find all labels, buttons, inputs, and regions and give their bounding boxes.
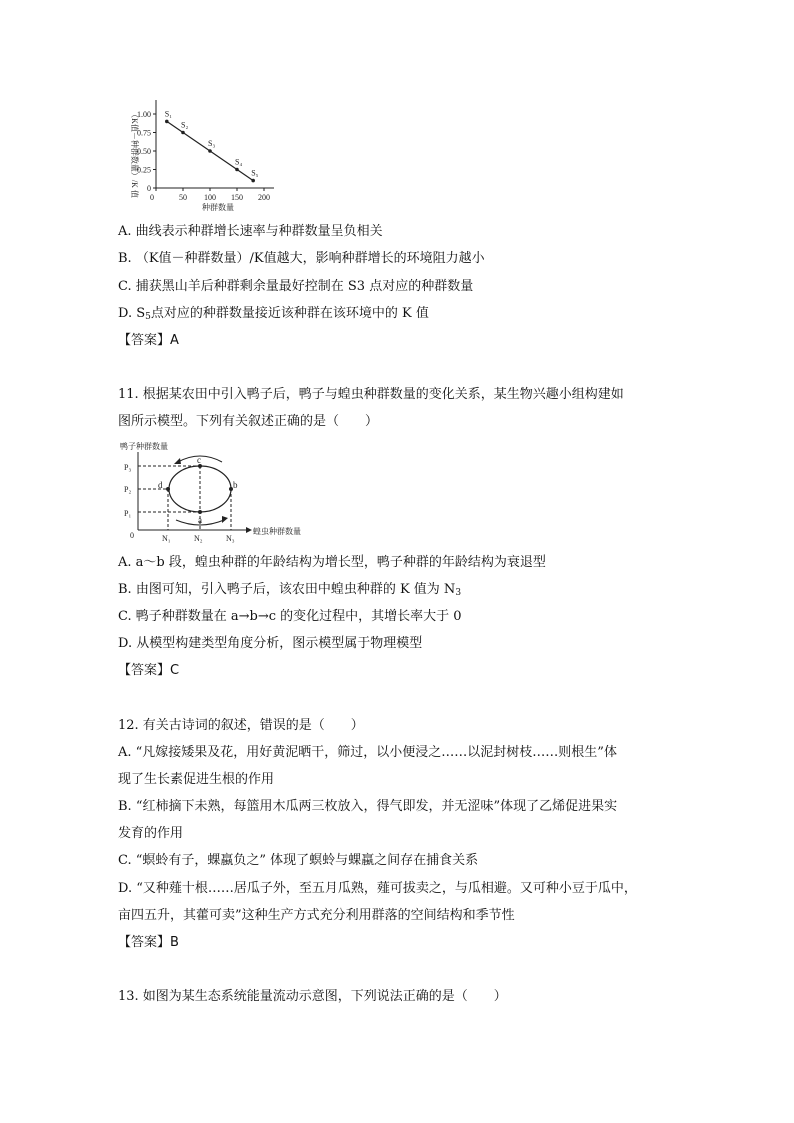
n2-label: N₂: [194, 534, 203, 543]
point-d: [166, 487, 170, 491]
cycle-xlabel: 蝗虫种群数量: [253, 527, 301, 536]
arrowhead-top: [174, 458, 181, 464]
q11-option-c: C. 鸭子种群数量在 a→b→c 的变化过程中，其增长率大于 0: [118, 609, 462, 624]
data-point: [251, 179, 255, 183]
n3-label: N₃: [226, 534, 235, 543]
q11-option-a: A. a～b 段，蝗虫种群的年龄结构为增长型，鸭子种群的年龄结构为衰退型: [118, 555, 546, 570]
p2-label: P₂: [124, 485, 132, 494]
arrowhead-bottom: [222, 516, 228, 523]
q12-option-c: C. “螟蛉有子，蜾蠃负之” 体现了螟蛉与蜾蠃之间存在捕食关系: [118, 853, 479, 868]
figure-2-cycle-diagram: [118, 440, 308, 544]
n1-label: N₁: [162, 534, 171, 543]
x-tick-label: 50: [179, 193, 187, 202]
q11-option-b-text: B. 由图可知，引入鸭子后，该农田中蝗虫种群的 K 值为 N: [118, 582, 456, 597]
x-tick-label: 150: [231, 193, 243, 202]
q10-option-d-pre: D. S: [118, 306, 146, 321]
q12-option-d-line1: D. “又种薤十根……居瓜子外，至五月瓜熟，薤可拔卖之，与瓜相避。又可种小豆于瓜中，: [118, 881, 637, 896]
data-point: [181, 131, 185, 135]
point-d-label: d: [158, 480, 163, 490]
data-point: [165, 120, 169, 124]
q12-option-a-line2: 现了生长素促进生根的作用: [118, 772, 275, 787]
x-axis-arrow: [246, 527, 252, 533]
chart-ylabel: （K值－种群数量）/K 值: [130, 110, 139, 198]
q10-answer: 【答案】A: [118, 333, 179, 348]
y-tick-label: 0.25: [137, 165, 151, 175]
q12-answer: 【答案】B: [118, 935, 179, 950]
q11-stem-line2: 图所示模型。下列有关叙述正确的是（ ）: [118, 414, 379, 429]
origin-label: 0: [130, 531, 134, 540]
q11-stem-line1: 11. 根据某农田中引入鸭子后，鸭子与蝗虫种群数量的变化关系，某生物兴趣小组构建如: [118, 387, 624, 402]
q12-stem: 12. 有关古诗词的叙述，错误的是（ ）: [118, 718, 364, 733]
point-label: S₅: [251, 168, 259, 178]
q11-option-b: [118, 581, 461, 602]
x-tick-label: 100: [204, 193, 216, 202]
data-point: [235, 168, 239, 172]
q10-option-b: B. （K值－种群数量）/K值越大，影响种群增长的环境阻力越小: [118, 251, 485, 266]
q13-stem: 13. 如图为某生态系统能量流动示意图，下列说法正确的是（ ）: [118, 989, 507, 1004]
q12-option-b-line2: 发育的作用: [118, 826, 184, 841]
x-tick-label: 0: [150, 193, 154, 202]
cycle-ylabel: 鸭子种群数量: [120, 442, 168, 451]
p3-label: P₃: [124, 463, 132, 472]
point-b-label: b: [233, 480, 238, 490]
point-label: S₂: [181, 120, 189, 130]
q10-option-d-post: 点对应的种群数量接近该种群在该环境中的 K 值: [150, 306, 429, 321]
point-c-label: c: [197, 455, 201, 465]
q10-option-d-sub: 5: [145, 312, 151, 322]
q12-option-d-line2: 亩四五升，其藿可卖”这种生产方式充分利用群落的空间结构和季节性: [118, 908, 515, 923]
q12-option-a-line1: A. “凡嫁接矮果及花，用好黄泥晒干，筛过，以小便浸之……以泥封树枝……则根生”体: [118, 745, 617, 760]
p1-label: P₁: [124, 509, 132, 518]
q11-option-b-sub: 3: [455, 588, 462, 598]
y-tick-label: 0.50: [137, 147, 151, 156]
point-label: S₁: [164, 109, 173, 119]
point-label: S₄: [235, 157, 243, 167]
point-a-label: a: [198, 515, 202, 525]
point-label: S₃: [208, 139, 216, 148]
y-tick-label: 1.00: [137, 110, 151, 119]
chart-svg: [118, 96, 278, 214]
q12-option-b-line1: B. “红柿摘下未熟，每篮用木瓜两三枚放入，得气即发，并无涩味”体现了乙烯促进果实: [118, 799, 618, 814]
q11-answer: 【答案】C: [118, 663, 180, 678]
q11-option-d: D. 从模型构建类型角度分析，图示模型属于物理模型: [118, 636, 423, 651]
y-tick-label: 0: [147, 184, 151, 193]
figure-1-line-chart: [118, 96, 278, 214]
q10-option-c: C. 捕获黑山羊后种群剩余量最好控制在 S3 点对应的种群数量: [118, 279, 474, 294]
x-tick-label: 200: [258, 193, 270, 202]
cycle-svg: [118, 440, 308, 544]
y-tick-label: 0.75: [137, 128, 151, 138]
data-point: [208, 149, 212, 153]
q10-option-d: [118, 305, 429, 326]
q10-option-a: A. 曲线表示种群增长速率与种群数量呈负相关: [118, 224, 383, 239]
point-a: [198, 510, 202, 514]
chart-xlabel: 种群数量: [202, 203, 234, 212]
